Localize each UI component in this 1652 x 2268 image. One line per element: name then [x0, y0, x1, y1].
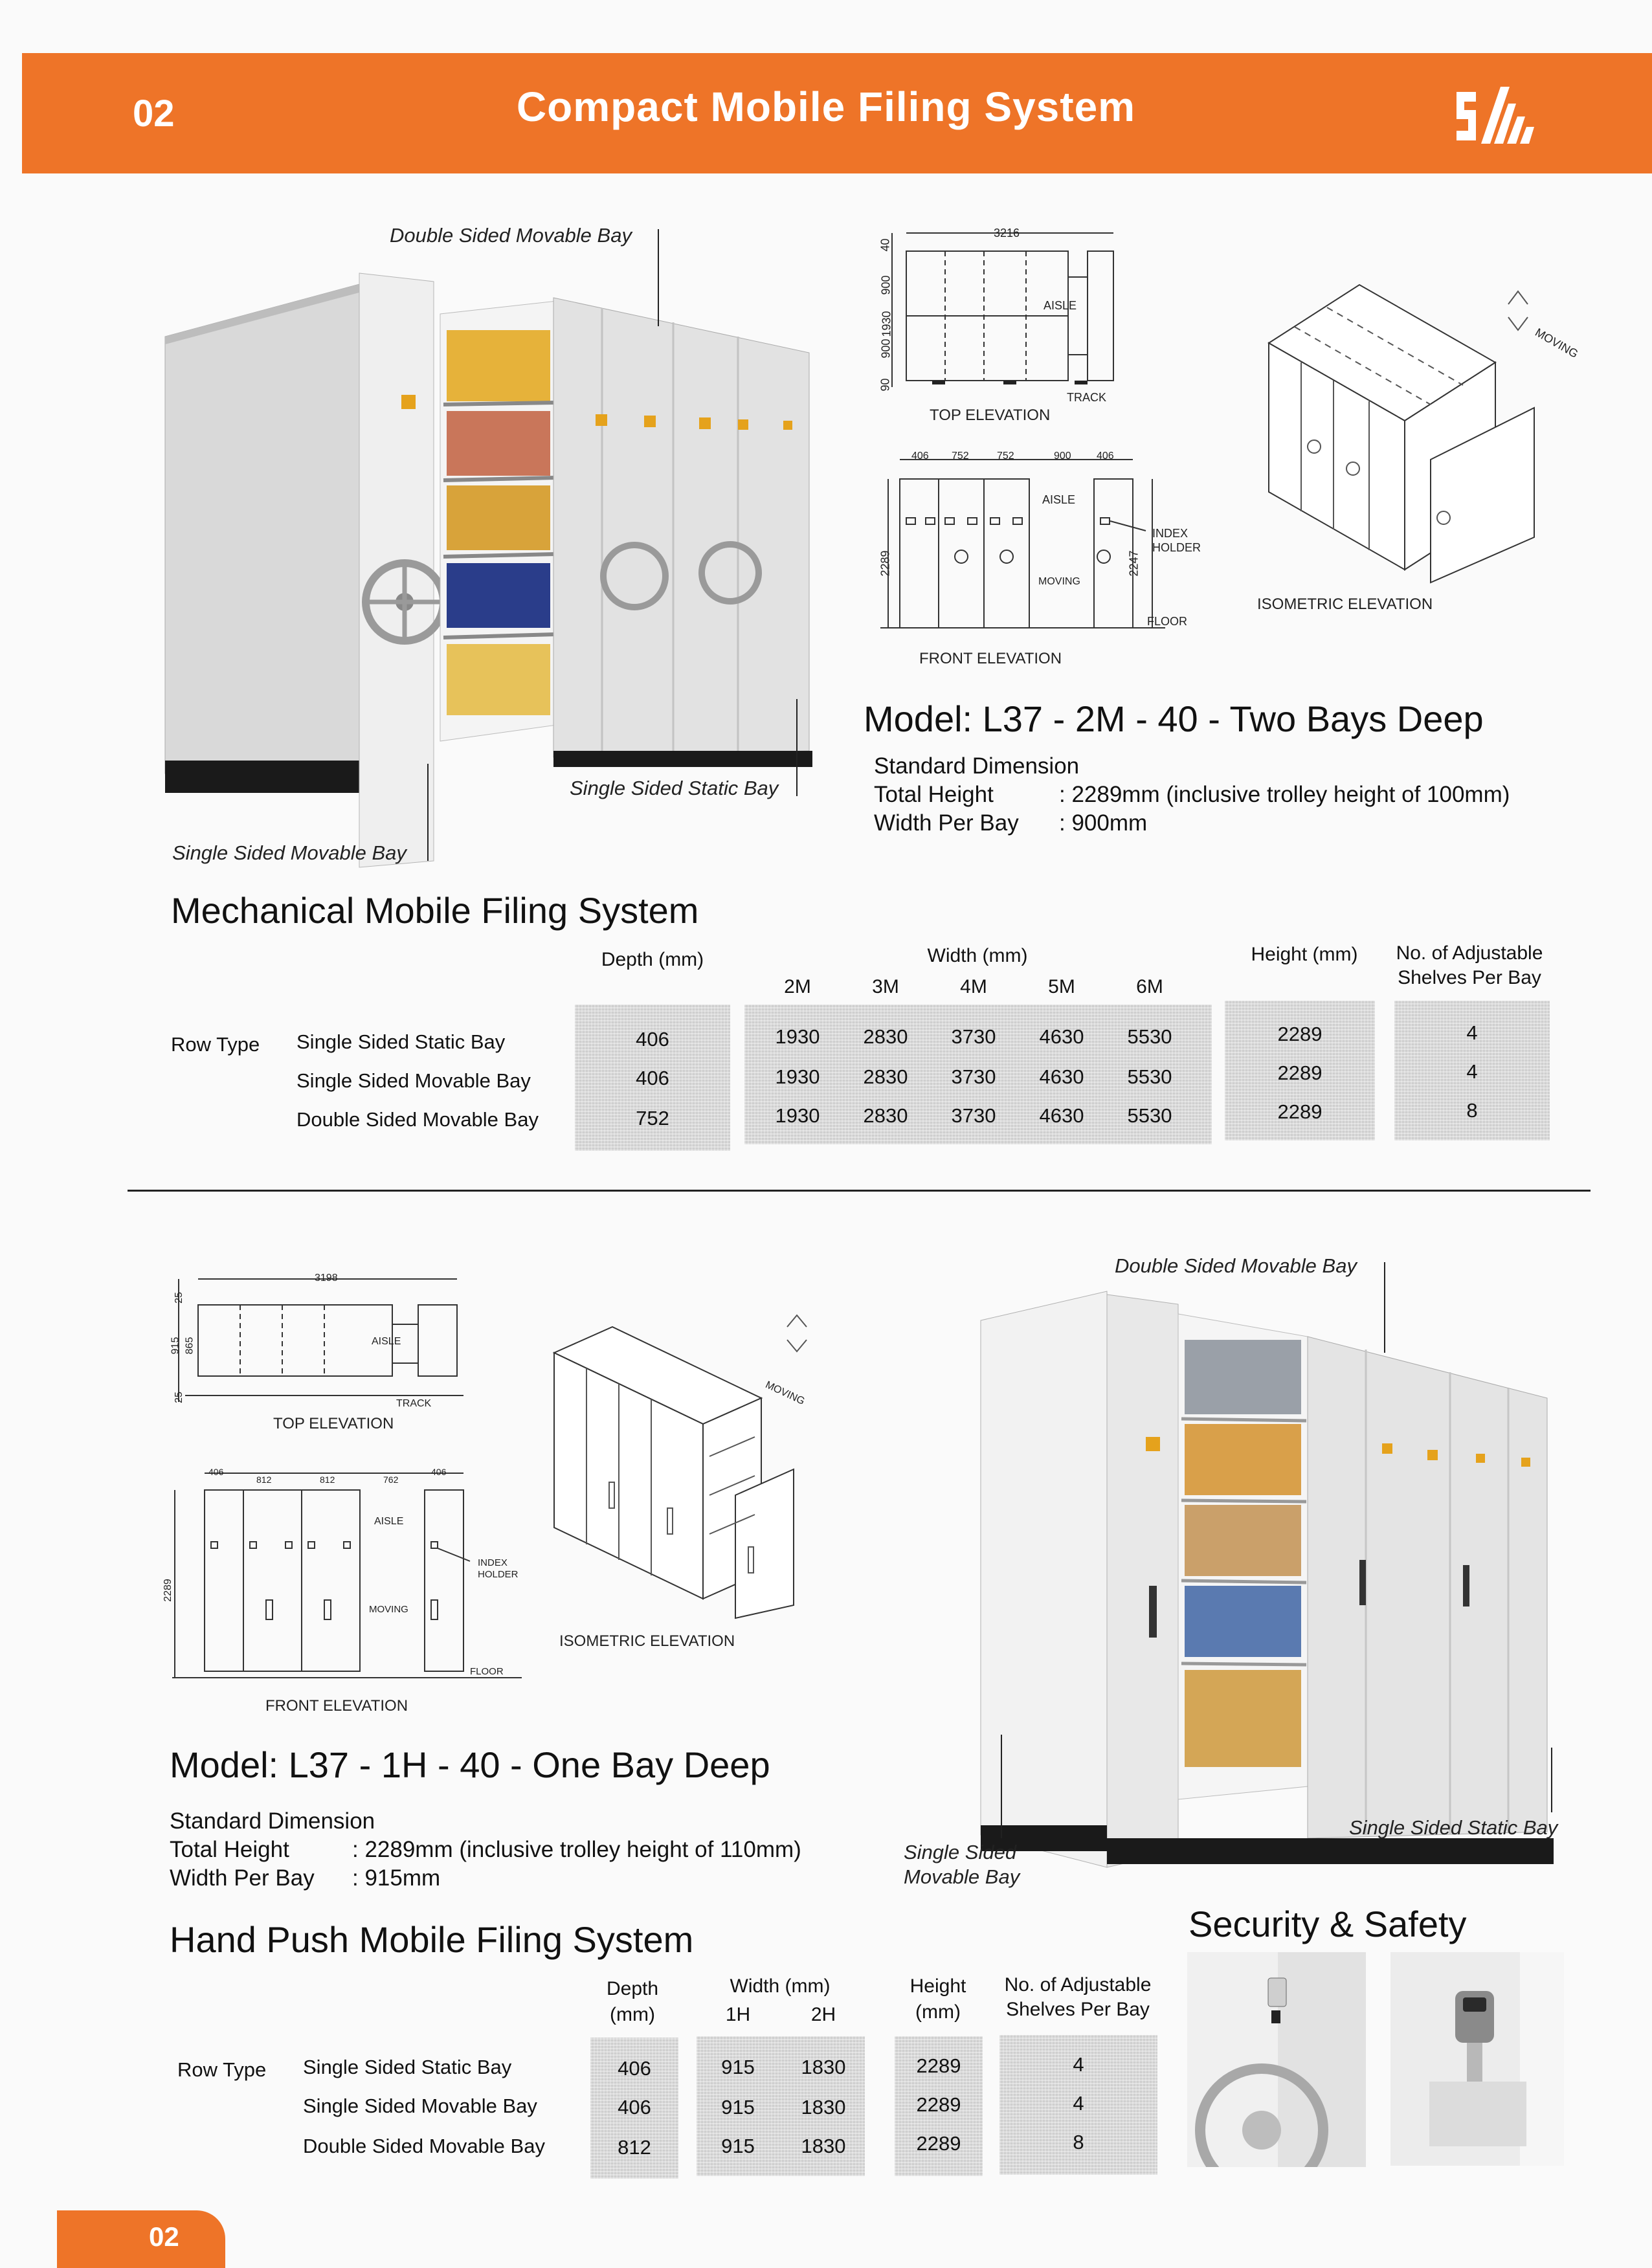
hp-height-header-1: Height: [910, 1975, 966, 1997]
hp-row-type-2: Double Sided Movable Bay: [303, 2135, 545, 2157]
callout-leader-line: [658, 229, 659, 326]
label-holder: HOLDER: [1152, 541, 1201, 554]
mechanical-section-title: Mechanical Mobile Filing System: [171, 890, 699, 931]
hp-depth-0: 406: [618, 2057, 651, 2080]
handpush-width-value: : 915mm: [352, 1865, 441, 1891]
label-moving: MOVING: [1533, 326, 1581, 361]
mech-row-type-2: Double Sided Movable Bay: [296, 1108, 539, 1131]
dim-90: 90: [878, 378, 892, 392]
hp-depth-2: 812: [618, 2136, 651, 2159]
label-aisle: AISLE: [374, 1516, 404, 1527]
label-isometric-elevation: ISOMETRIC ELEVATION: [1257, 595, 1433, 613]
mech-height-2: 2289: [1277, 1100, 1323, 1123]
hp-height-2: 2289: [916, 2132, 961, 2155]
mech-w-1-1: 2830: [863, 1065, 908, 1088]
mech-w-1-4: 5530: [1127, 1065, 1172, 1088]
callout-single-sided-static-bay: Single Sided Static Bay: [570, 777, 779, 799]
mech-width-col-3m: 3M: [872, 976, 899, 997]
mech-depth-0: 406: [636, 1028, 669, 1051]
mech-depth-1: 406: [636, 1067, 669, 1089]
dim-front-406b: 406: [1097, 450, 1114, 461]
label-aisle: AISLE: [1044, 299, 1077, 312]
dim-front-752a: 752: [952, 450, 969, 461]
mech-w-1-3: 4630: [1039, 1065, 1084, 1088]
mech-depth-2: 752: [636, 1107, 669, 1129]
hp-label-front-elevation: FRONT ELEVATION: [265, 1697, 408, 1715]
mechanical-top-elevation-drawing: [880, 225, 1165, 406]
callout-leader-line: [1001, 1735, 1002, 1838]
hp-width-col-1h: 1H: [725, 2004, 751, 2025]
handpush-top-elevation-drawing: [159, 1273, 483, 1415]
hp-height-header-2: (mm): [915, 2001, 961, 2023]
label-moving: MOVING: [763, 1379, 807, 1407]
hp-dim-front-406a: 406: [208, 1467, 224, 1477]
label-track: TRACK: [396, 1398, 432, 1409]
mech-height-1: 2289: [1277, 1062, 1323, 1084]
handpush-section-title: Hand Push Mobile Filing System: [170, 1919, 694, 1960]
hp-dim-915: 915: [170, 1337, 181, 1355]
hp-dim-front-812b: 812: [320, 1474, 335, 1485]
footer-page-number: 02: [149, 2221, 179, 2252]
hp-shelves-2: 8: [1073, 2131, 1084, 2153]
hp-w-0-0: 915: [721, 2056, 755, 2078]
hp-shelves-1: 4: [1073, 2092, 1084, 2115]
hp-width-col-2h: 2H: [810, 2004, 836, 2025]
brand-logo-icon: [1450, 79, 1541, 150]
dim-front-h2247: 2247: [1127, 550, 1141, 577]
label-moving: MOVING: [1038, 576, 1080, 587]
label-index: INDEX: [478, 1557, 508, 1568]
label-front-elevation: FRONT ELEVATION: [919, 650, 1062, 667]
hp-shelves-header-1: No. of Adjustable: [1004, 1974, 1152, 1996]
mech-shelves-2: 8: [1466, 1099, 1478, 1122]
hp-callout-double-sided-movable: Double Sided Movable Bay: [1115, 1254, 1357, 1277]
mech-w-2-4: 5530: [1127, 1104, 1172, 1127]
hp-row-type-1: Single Sided Movable Bay: [303, 2095, 537, 2117]
handpush-isometric-drawing: [548, 1314, 845, 1625]
header-page-number: 02: [133, 93, 175, 135]
mech-depth-header: Depth (mm): [601, 949, 704, 970]
hp-dim-total: 3198: [315, 1273, 338, 1284]
hp-dim-865: 865: [184, 1337, 195, 1355]
hp-height-1: 2289: [916, 2093, 961, 2116]
mech-w-2-2: 3730: [951, 1104, 996, 1127]
callout-leader-line: [796, 699, 798, 796]
hp-depth-header-1: Depth: [606, 1978, 659, 1999]
dim-40: 40: [878, 238, 892, 252]
label-top-elevation: TOP ELEVATION: [930, 406, 1051, 424]
mech-shelves-1: 4: [1466, 1060, 1478, 1083]
hp-dim-front-762: 762: [383, 1474, 399, 1485]
mech-w-0-0: 1930: [775, 1025, 820, 1048]
mech-w-2-0: 1930: [775, 1104, 820, 1127]
hp-label-isometric-elevation: ISOMETRIC ELEVATION: [559, 1632, 735, 1650]
dim-top-total: 3216: [994, 227, 1020, 239]
mechanical-model-title: Model: L37 - 2M - 40 - Two Bays Deep: [864, 698, 1484, 739]
mechanical-total-height-label: Total Height: [874, 782, 994, 807]
handpush-front-elevation-drawing: [159, 1464, 522, 1684]
hp-dim-front-406b: 406: [431, 1467, 447, 1477]
callout-leader-line: [427, 764, 429, 861]
mech-height-0: 2289: [1277, 1023, 1323, 1045]
callout-single-sided-movable-bay: Single Sided Movable Bay: [172, 841, 407, 864]
mech-w-0-3: 4630: [1039, 1025, 1084, 1048]
section-divider: [128, 1190, 1591, 1192]
hp-w-1-1: 1830: [801, 2096, 846, 2118]
security-handle-lock-photo: [1390, 1952, 1564, 2166]
dim-1930: 1930: [880, 311, 893, 337]
label-track: TRACK: [1067, 391, 1107, 404]
hp-row-type-0: Single Sided Static Bay: [303, 2056, 512, 2078]
hp-callout-single-sided-movable-2: Movable Bay: [904, 1865, 1020, 1888]
mech-row-type-label: Row Type: [171, 1033, 260, 1056]
mech-shelves-0: 4: [1466, 1021, 1478, 1044]
dim-front-900: 900: [1054, 450, 1071, 461]
dim-900a: 900: [879, 275, 893, 295]
mech-row-type-0: Single Sided Static Bay: [296, 1030, 506, 1053]
hp-row-type-label: Row Type: [177, 2058, 267, 2081]
hp-shelves-header-2: Shelves Per Bay: [1006, 1999, 1150, 2020]
mechanical-isometric-drawing: [1262, 265, 1573, 589]
label-floor: FLOOR: [470, 1666, 504, 1677]
dim-front-h2289: 2289: [878, 550, 892, 577]
hp-depth-header-2: (mm): [610, 2004, 655, 2025]
label-aisle: AISLE: [1042, 493, 1076, 506]
hp-callout-single-sided-static: Single Sided Static Bay: [1349, 1816, 1558, 1839]
mech-width-header: Width (mm): [927, 945, 1028, 966]
footer-page-tab: [57, 2210, 225, 2268]
mech-shelves-header-2: Shelves Per Bay: [1398, 967, 1541, 988]
callout-leader-line: [1384, 1262, 1385, 1353]
label-moving: MOVING: [369, 1604, 408, 1615]
mech-w-0-4: 5530: [1127, 1025, 1172, 1048]
hp-w-1-0: 915: [721, 2096, 755, 2118]
callout-double-sided-movable-bay: Double Sided Movable Bay: [390, 224, 632, 247]
mech-width-col-4m: 4M: [960, 976, 987, 997]
mechanical-width-value: : 900mm: [1059, 810, 1148, 836]
hp-dim-front-h2289: 2289: [162, 1579, 173, 1602]
hp-shelves-0: 4: [1073, 2053, 1084, 2076]
hp-w-0-1: 1830: [801, 2056, 846, 2078]
mechanical-width-label: Width Per Bay: [874, 810, 1019, 836]
dim-900b: 900: [879, 339, 893, 359]
mech-w-1-2: 3730: [951, 1065, 996, 1088]
label-floor: FLOOR: [1147, 615, 1188, 628]
handpush-total-height-label: Total Height: [170, 1837, 289, 1862]
mech-w-0-1: 2830: [863, 1025, 908, 1048]
handpush-cabinet-photo: [971, 1282, 1567, 1890]
handpush-total-height-value: : 2289mm (inclusive trolley height of 110mm): [352, 1837, 801, 1862]
handpush-width-label: Width Per Bay: [170, 1865, 315, 1891]
hp-dim-25b: 25: [173, 1392, 184, 1403]
hp-dim-front-812a: 812: [256, 1474, 272, 1485]
mech-w-2-1: 2830: [863, 1104, 908, 1127]
label-holder: HOLDER: [478, 1569, 519, 1580]
hp-width-header: Width (mm): [730, 1975, 831, 1997]
hp-dim-25a: 25: [173, 1292, 184, 1304]
hp-depth-1: 406: [618, 2096, 651, 2118]
mech-row-type-1: Single Sided Movable Bay: [296, 1069, 531, 1092]
mechanical-standard-dimension: Standard Dimension: [874, 753, 1080, 779]
hp-w-2-0: 915: [721, 2135, 755, 2157]
security-lock-wheel-photo: [1187, 1952, 1366, 2167]
hp-w-2-1: 1830: [801, 2135, 846, 2157]
page-title: Compact Mobile Filing System: [516, 83, 1136, 130]
label-aisle: AISLE: [372, 1336, 401, 1347]
handpush-model-title: Model: L37 - 1H - 40 - One Bay Deep: [170, 1744, 770, 1785]
mech-w-2-3: 4630: [1039, 1104, 1084, 1127]
mech-width-col-5m: 5M: [1048, 976, 1075, 997]
mech-height-header: Height (mm): [1251, 944, 1358, 965]
mech-w-0-2: 3730: [951, 1025, 996, 1048]
mech-shelves-header-1: No. of Adjustable: [1396, 942, 1543, 964]
dim-front-752b: 752: [997, 450, 1014, 461]
mech-w-1-0: 1930: [775, 1065, 820, 1088]
hp-callout-single-sided-movable-1: Single Sided: [904, 1841, 1017, 1863]
mech-width-col-6m: 6M: [1136, 976, 1163, 997]
callout-leader-line: [1551, 1748, 1552, 1812]
label-index: INDEX: [1152, 527, 1189, 540]
hp-height-0: 2289: [916, 2054, 961, 2077]
security-safety-title: Security & Safety: [1189, 1904, 1467, 1944]
mech-width-col-2m: 2M: [784, 976, 811, 997]
hp-label-top-elevation: TOP ELEVATION: [273, 1415, 394, 1432]
handpush-standard-dimension: Standard Dimension: [170, 1808, 375, 1834]
dim-front-406a: 406: [911, 450, 929, 461]
mechanical-total-height-value: : 2289mm (inclusive trolley height of 100mm): [1059, 782, 1510, 807]
